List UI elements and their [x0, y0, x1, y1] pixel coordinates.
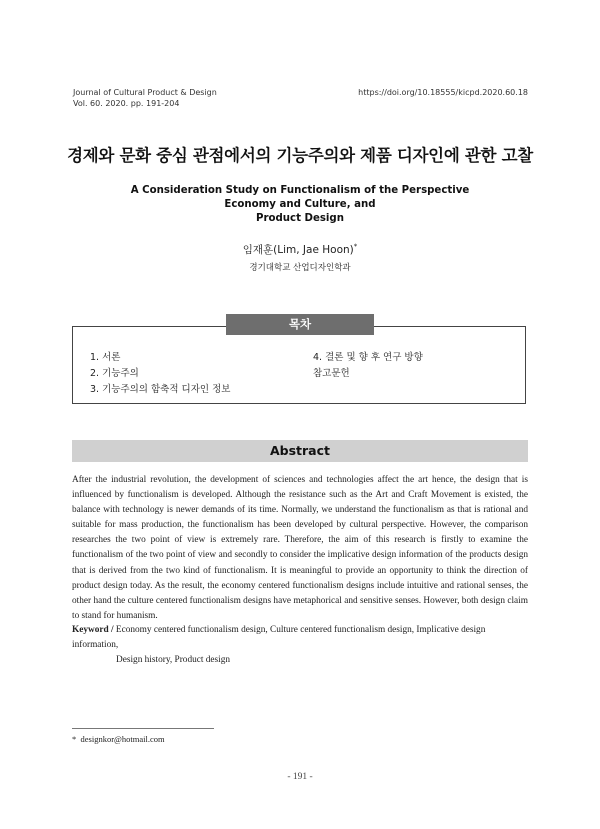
title-english-line2: Product Design: [256, 213, 344, 224]
toc-item-references: 참고문헌: [313, 368, 350, 379]
author-footnote-mark: *: [353, 242, 358, 251]
keywords-line1: [72, 623, 532, 653]
toc-heading: 목차: [226, 314, 374, 335]
toc-item-conclusion: 4. 결론 및 향 후 연구 방향: [313, 352, 423, 363]
journal-name: Journal of Cultural Product & Design: [73, 88, 217, 97]
keywords-list-2: Design history, Product design: [116, 655, 231, 666]
toc-item-intro: 1. 서론: [90, 352, 121, 363]
footnote-divider: [72, 728, 214, 729]
journal-volume: Vol. 60. 2020. pp. 191-204: [73, 99, 180, 108]
title-english: [110, 184, 490, 226]
author-affiliation: 경기대학교 산업디자인학과: [249, 263, 351, 273]
title-korean: 경제와 문화 중심 관점에서의 기능주의와 제품 디자인에 관한 고찰: [67, 146, 533, 165]
abstract-text: After the industrial revolution, the development of sciences and technologies affect the art hence, the design that is influenced by functionalism is developed. Although the resistance such as the Art and Craft Movement is existed, the balance with technology is newer demands of its time. Normally, we understand the functionalism as that is rational and suitable for mass production, the functionalism has been developed by cultural perspective. However, the comparison researches the two point of view is extremely rare. Therefore, the aim of this research is firstly to examine the functionalism of the two point of view and secondly to consider the implicative design information of the products design that is derived from the two kind of functionalism. It is meaningful to provide an opportunity to think the direction of product design today. As the result, the economy centered functionalism designs include intuitive and rational senses, the other hand the culture centered functionalism designs have metaphorical and sensitive senses. However, both design claim to stand for humanism.: [72, 475, 528, 621]
journal-header: [73, 87, 217, 109]
keywords: [72, 623, 532, 668]
toc-item-design-info: 3. 기능주의의 함축적 디자인 정보: [90, 384, 231, 395]
page-number: - 191 -: [287, 772, 313, 782]
keywords-list-1: Economy centered functionalism design, Culture centered functionalism design, Implicative design information,: [72, 625, 486, 651]
footnote: [72, 734, 165, 744]
title-english-line1: A Consideration Study on Functionalism of the Perspective Economy and Culture, and: [130, 185, 470, 210]
author-name: 임재훈(Lim, Jae Hoon): [242, 244, 354, 256]
doi-link[interactable]: https://doi.org/10.18555/kicpd.2020.60.18: [358, 88, 528, 97]
author-line: [0, 242, 600, 257]
keywords-label: Keyword /: [72, 625, 114, 635]
footnote-mark: *: [72, 734, 77, 744]
abstract-heading: Abstract: [72, 440, 528, 462]
footnote-email[interactable]: designkor@hotmail.com: [80, 734, 165, 744]
toc-item-functionalism: 2. 기능주의: [90, 368, 139, 379]
